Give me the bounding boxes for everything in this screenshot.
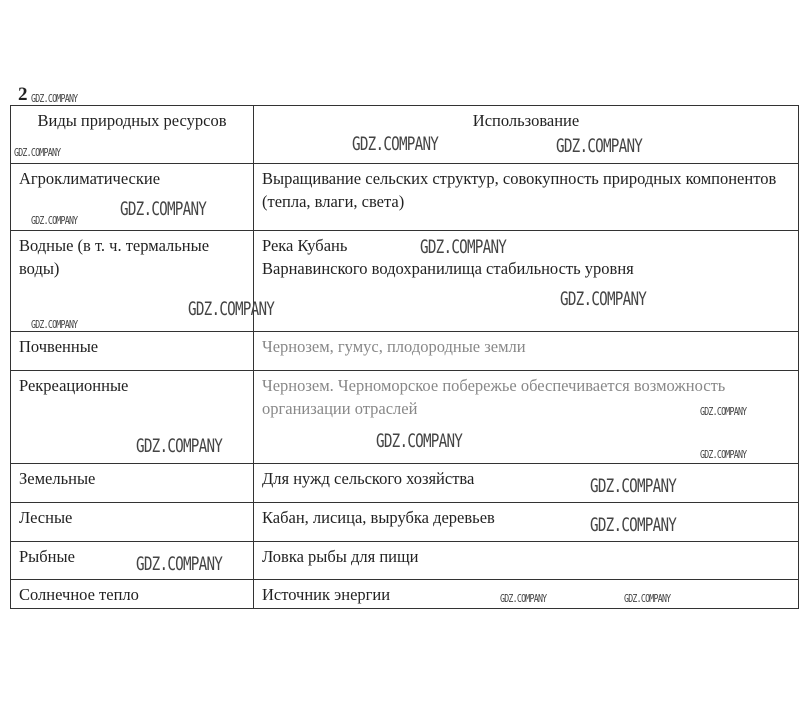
task-number: 2 [18, 84, 28, 105]
watermark: GDZ.COMPANY [31, 92, 78, 105]
resource-type: Лесные [11, 503, 254, 542]
header-usage: Использование [254, 106, 799, 164]
table-row [11, 332, 799, 371]
table-row [11, 231, 799, 332]
watermark: GDZ.COMPANY [31, 318, 78, 331]
resource-usage [254, 231, 799, 332]
watermark: GDZ.COMPANY [556, 135, 643, 157]
watermark: GDZ.COMPANY [700, 405, 747, 418]
watermark: GDZ.COMPANY [700, 448, 747, 461]
table-row [11, 464, 799, 503]
watermark: GDZ.COMPANY [420, 236, 507, 258]
resource-type: Солнечное тепло [11, 580, 254, 609]
resource-type: Земельные [11, 464, 254, 503]
watermark: GDZ.COMPANY [14, 146, 61, 159]
resource-usage: Кабан, лисица, вырубка деревьев [254, 503, 799, 542]
watermark: GDZ.COMPANY [590, 475, 677, 497]
resource-type: Водные (в т. ч. термальные воды) [11, 231, 254, 332]
resource-type: Рекреационные [11, 371, 254, 464]
watermark: GDZ.COMPANY [352, 133, 439, 155]
header-resource-types: Виды природных ресурсов [11, 106, 254, 164]
table-row [11, 580, 799, 609]
resource-usage: Чернозем. Черноморское побережье обеспечивается возможность организации отраслей [254, 371, 799, 464]
table-row [11, 503, 799, 542]
watermark: GDZ.COMPANY [120, 198, 207, 220]
watermark: GDZ.COMPANY [376, 430, 463, 452]
resources-table [10, 105, 799, 609]
resource-usage: Выращивание сельских структур, совокупность природных компонентов (тепла, влаги, света) [254, 164, 799, 231]
resource-type: Рыбные [11, 542, 254, 580]
usage-line: Варнавинского водохранилища стабильность уровня [262, 259, 634, 278]
resource-type: Почвенные [11, 332, 254, 371]
resource-usage: Ловка рыбы для пищи [254, 542, 799, 580]
watermark: GDZ.COMPANY [624, 592, 671, 605]
resource-usage: Для нужд сельского хозяйства [254, 464, 799, 503]
table-row [11, 542, 799, 580]
usage-line: Река Кубань [262, 236, 348, 255]
watermark: GDZ.COMPANY [136, 553, 223, 575]
watermark: GDZ.COMPANY [31, 214, 78, 227]
resource-usage: Чернозем, гумус, плодородные земли [254, 332, 799, 371]
resource-type: Агроклиматические [11, 164, 254, 231]
watermark: GDZ.COMPANY [188, 298, 275, 320]
watermark: GDZ.COMPANY [136, 435, 223, 457]
watermark: GDZ.COMPANY [500, 592, 547, 605]
resource-usage: Источник энергии [254, 580, 799, 609]
watermark: GDZ.COMPANY [590, 514, 677, 536]
table-row [11, 164, 799, 231]
watermark: GDZ.COMPANY [560, 288, 647, 310]
